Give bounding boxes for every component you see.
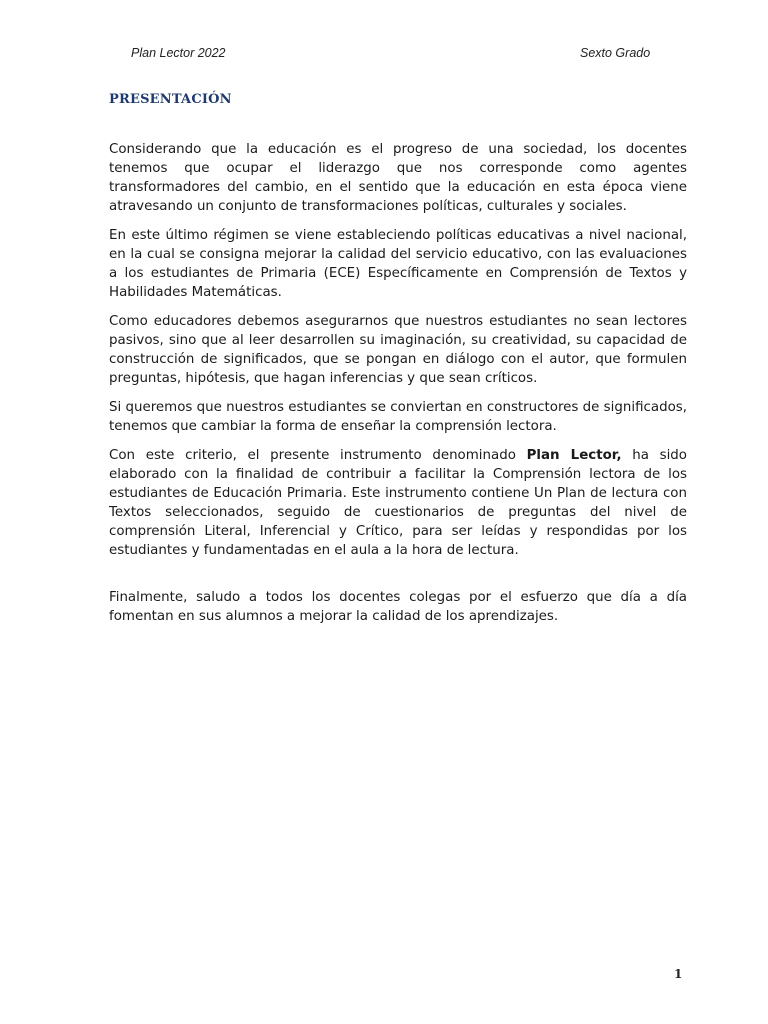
- paragraph-5: [109, 446, 687, 560]
- plan-lector-emphasis: Plan Lector,: [526, 448, 622, 463]
- paragraph-5-intro: Con este criterio, el presente instrumento denominado: [109, 448, 527, 463]
- document-body: [109, 140, 687, 626]
- paragraph-5-rest: ha sido elaborado con la finalidad de contribuir a facilitar la Comprensión lectora de los estudiantes de Educación Primaria. Este instrumento contiene Un Plan de lectura con Textos seleccionados, seguido de cuestionarios de preguntas del nivel de comprensión Literal, Inferencial y Crítico, para ser leídas y respondidas por los estudiantes y fundamentadas en el aula a la hora de lectura.: [109, 448, 687, 558]
- page-header: [0, 46, 768, 66]
- page-number: 1: [674, 967, 683, 981]
- paragraph-2: En este último régimen se viene estableciendo políticas educativas a nivel nacional, en la cual se consigna mejorar la calidad del servicio educativo, con las evaluaciones a los estudiantes de Primaria (ECE) Específicamente en Comprensión de Textos y Habilidades Matemáticas.: [109, 228, 687, 300]
- header-grade: Sexto Grado: [580, 46, 651, 60]
- header-document-title: Plan Lector 2022: [131, 46, 226, 60]
- section-title: PRESENTACIÓN: [109, 92, 232, 107]
- paragraph-3: Como educadores debemos asegurarnos que nuestros estudiantes no sean lectores pasivos, sino que al leer desarrollen su imaginación, su creatividad, su capacidad de construcción de significados, que se pongan en diálogo con el autor, que formulen preguntas, hipótesis, que hagan inferencias y que sean críticos.: [109, 314, 687, 386]
- paragraph-1: Considerando que la educación es el progreso de una sociedad, los docentes tenemos que ocupar el liderazgo que nos corresponde como agentes transformadores del cambio, en el sentido que la educación en esta época viene atravesando un conjunto de transformaciones políticas, culturales y sociales.: [109, 142, 687, 214]
- paragraph-4: Si queremos que nuestros estudiantes se conviertan en constructores de significados, tenemos que cambiar la forma de enseñar la comprensión lectora.: [109, 400, 687, 434]
- paragraph-6: Finalmente, saludo a todos los docentes colegas por el esfuerzo que día a día fomentan en sus alumnos a mejorar la calidad de los aprendizajes.: [109, 590, 687, 624]
